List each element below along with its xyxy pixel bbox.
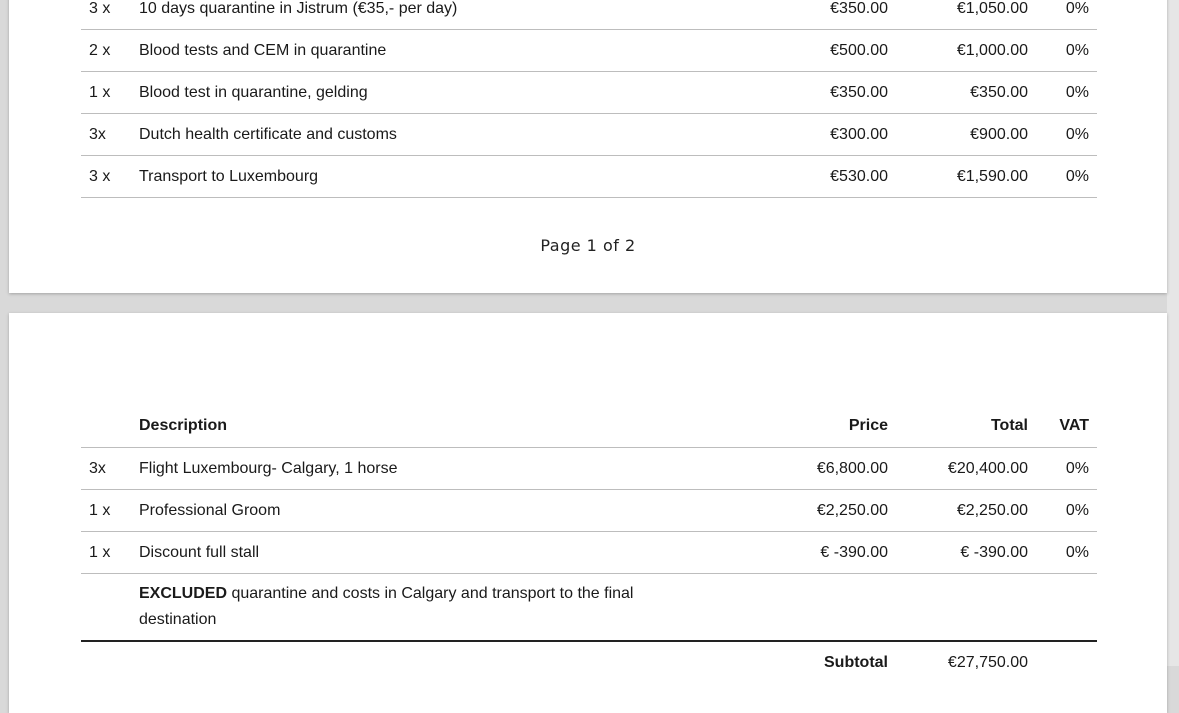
description-cell: Flight Luxembourg- Calgary, 1 horse bbox=[131, 448, 760, 490]
vat-cell: 0% bbox=[1036, 0, 1097, 30]
description-cell: Dutch health certificate and customs bbox=[131, 114, 760, 156]
price-cell: €530.00 bbox=[760, 156, 896, 198]
table-row bbox=[81, 490, 1097, 532]
qty-header bbox=[81, 405, 131, 448]
invoice-page-2 bbox=[9, 313, 1167, 713]
table-row bbox=[81, 72, 1097, 114]
vat-header: VAT bbox=[1036, 405, 1097, 448]
description-cell: Professional Groom bbox=[131, 490, 760, 532]
qty-cell: 3 x bbox=[81, 0, 131, 30]
total-cell: € -390.00 bbox=[896, 532, 1036, 574]
price-cell: €300.00 bbox=[760, 114, 896, 156]
total-cell: €1,590.00 bbox=[896, 156, 1036, 198]
table-row bbox=[81, 532, 1097, 574]
qty-cell: 1 x bbox=[81, 72, 131, 114]
line-items-table-page-1 bbox=[81, 0, 1097, 198]
qty-cell: 1 x bbox=[81, 490, 131, 532]
vat-cell: 0% bbox=[1036, 72, 1097, 114]
vat-cell: 0% bbox=[1036, 448, 1097, 490]
note-row bbox=[81, 574, 1097, 642]
table-row bbox=[81, 448, 1097, 490]
table-row bbox=[81, 114, 1097, 156]
description-cell: 10 days quarantine in Jistrum (€35,- per day) bbox=[131, 0, 760, 30]
excluded-label: EXCLUDED bbox=[139, 585, 228, 602]
total-cell: €900.00 bbox=[896, 114, 1036, 156]
vat-cell: 0% bbox=[1036, 532, 1097, 574]
price-header: Price bbox=[760, 405, 896, 448]
price-cell: € -390.00 bbox=[760, 532, 896, 574]
page-number: Page 1 of 2 bbox=[540, 236, 636, 255]
total-cell: €1,050.00 bbox=[896, 0, 1036, 30]
exclusion-note-text bbox=[139, 581, 699, 633]
qty-cell: 3 x bbox=[81, 156, 131, 198]
description-cell: Blood test in quarantine, gelding bbox=[131, 72, 760, 114]
line-items-table-page-2 bbox=[81, 405, 1097, 683]
total-header: Total bbox=[896, 405, 1036, 448]
vat-cell: 0% bbox=[1036, 490, 1097, 532]
table-header-row bbox=[81, 405, 1097, 448]
total-cell: €1,000.00 bbox=[896, 30, 1036, 72]
description-cell: Discount full stall bbox=[131, 532, 760, 574]
exclusion-note-body: quarantine and costs in Calgary and transport to the final destination bbox=[139, 585, 634, 628]
price-cell: €6,800.00 bbox=[760, 448, 896, 490]
description-cell: Blood tests and CEM in quarantine bbox=[131, 30, 760, 72]
price-cell: €2,250.00 bbox=[760, 490, 896, 532]
table-row bbox=[81, 30, 1097, 72]
vat-cell: 0% bbox=[1036, 114, 1097, 156]
total-cell: €20,400.00 bbox=[896, 448, 1036, 490]
window-edge bbox=[1167, 0, 1179, 666]
exclusion-note bbox=[131, 574, 760, 642]
qty-cell: 3x bbox=[81, 114, 131, 156]
description-header: Description bbox=[131, 405, 760, 448]
price-cell: €350.00 bbox=[760, 72, 896, 114]
qty-cell: 2 x bbox=[81, 30, 131, 72]
vat-cell: 0% bbox=[1036, 156, 1097, 198]
qty-cell: 3x bbox=[81, 448, 131, 490]
table-row bbox=[81, 156, 1097, 198]
subtotal-value: €27,750.00 bbox=[947, 653, 1028, 671]
subtotal-label: Subtotal bbox=[824, 653, 888, 671]
price-cell: €350.00 bbox=[760, 0, 896, 30]
table-row bbox=[81, 0, 1097, 30]
total-cell: €2,250.00 bbox=[896, 490, 1036, 532]
invoice-page-1 bbox=[9, 0, 1167, 293]
description-cell: Transport to Luxembourg bbox=[131, 156, 760, 198]
total-cell: €350.00 bbox=[896, 72, 1036, 114]
vat-cell: 0% bbox=[1036, 30, 1097, 72]
subtotal-row bbox=[81, 641, 1097, 683]
price-cell: €500.00 bbox=[760, 30, 896, 72]
qty-cell: 1 x bbox=[81, 532, 131, 574]
